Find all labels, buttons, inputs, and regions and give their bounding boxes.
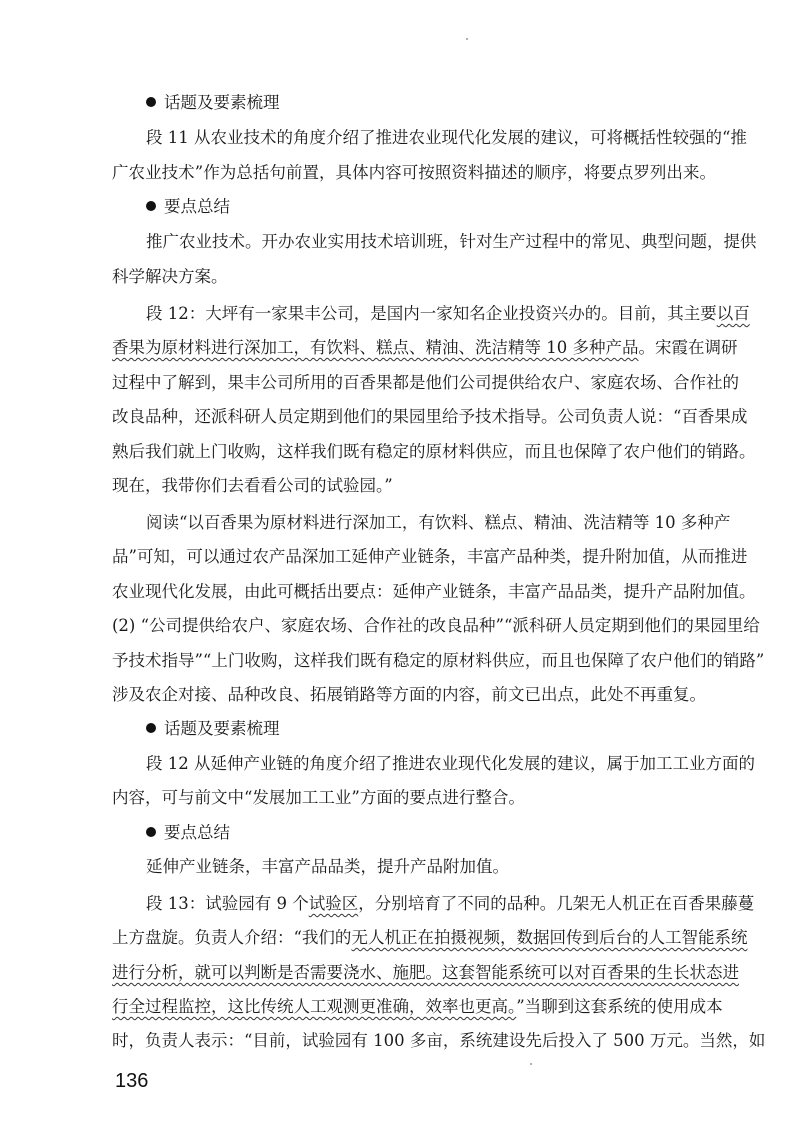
paragraph-line: 过程中了解到，果丰公司所用的百香果都是他们公司提供给农户、家庭农场、合作社的 xyxy=(112,373,739,392)
scan-speck xyxy=(466,38,468,40)
paragraph-line: 时，负责人表示：“目前，试验园有 100 多亩，系统建设先后投入了 500 万元。当然，如 xyxy=(112,1031,766,1050)
paragraph-line: 段 11 从农业技术的角度介绍了推进农业现代化发展的建议，可将概括性较强的“推 xyxy=(146,128,747,147)
paragraph-line: 上方盘旋。负责人介绍：“我们的无人机正在拍摄视频，数据回传到后台的人工智能系统 xyxy=(112,928,748,947)
underlined-phrase: 无人机正在拍摄视频，数据回传到后台的人工智能系统 xyxy=(351,928,748,947)
paragraph-line: 行全过程监控，这比传统人工观测更准确，效率也更高。”当聊到这套系统的使用成本 xyxy=(112,997,723,1016)
paragraph-line: 广农业技术”作为总括句前置，具体内容可按照资料描述的顺序，将要点罗列出来。 xyxy=(112,163,716,182)
paragraph-line: 段 12：大坪有一家果丰公司，是国内一家知名企业投资兴办的。目前，其主要以百 xyxy=(146,304,750,323)
summary-heading: 要点总结 xyxy=(146,822,446,844)
bullet-dot-icon xyxy=(146,97,156,107)
paragraph-line: (2) “公司提供给农户、家庭农场、合作社的改良品种”“派科研人员定期到他们的果园里给 xyxy=(112,616,760,635)
underlined-phrase: 香果为原材料进行深加工，有饮料、糕点、精油、洗洁精等 10 多种产品 xyxy=(112,338,639,357)
paragraph-line: 现在，我带你们去看看公司的试验园。” xyxy=(112,476,393,495)
bullet-dot-icon xyxy=(146,723,156,733)
paragraph-line: 段 13：试验园有 9 个试验区，分别培育了不同的品种。几架无人机正在百香果藤蔓 xyxy=(146,894,755,913)
bullet-dot-icon xyxy=(146,827,156,837)
paragraph-line: 予技术指导”“上门收购，这样我们既有稳定的原材料供应，而且也保障了农户他们的销路” xyxy=(112,651,765,670)
paragraph-line: 阅读“以百香果为原材料进行深加工，有饮料、糕点、精油、洗洁精等 10 多种产 xyxy=(146,513,731,532)
paragraph-line: 改良品种，还派科研人员定期到他们的果园里给予技术指导。公司负责人说：“百香果成 xyxy=(112,407,748,426)
page-number: 136 xyxy=(115,1070,149,1092)
paragraph-line: 农业现代化发展，由此可概括出要点：延伸产业链条，丰富产品品类，提升产品附加值。 xyxy=(112,582,756,601)
paragraph-line: 品”可知，可以通过农产品深加工延伸产业链条，丰富产品种类，提升附加值，从而推进 xyxy=(112,547,748,566)
scan-speck xyxy=(530,1063,532,1065)
bullet-dot-icon xyxy=(146,201,156,211)
underlined-phrase: 行全过程监控，这比传统人工观测更准确，效率也更高。 xyxy=(112,997,517,1016)
underlined-phrase: 以百 xyxy=(716,304,750,323)
summary-heading: 要点总结 xyxy=(146,196,446,218)
paragraph-line: 香果为原材料进行深加工，有饮料、糕点、精油、洗洁精等 10 多种产品。宋霞在调研 xyxy=(112,338,738,357)
underlined-phrase: 试验区 xyxy=(308,894,359,913)
paragraph-line: 内容，可与前文中“发展加工工业”方面的要点进行整合。 xyxy=(112,788,525,807)
paragraph-line: 涉及农企对接、品种改良、拓展销路等方面的内容，前文已出点，此处不再重复。 xyxy=(112,685,706,704)
paragraph-line: 延伸产业链条，丰富产品品类，提升产品附加值。 xyxy=(146,857,509,876)
paragraph-line: 熟后我们就上门收购，这样我们既有稳定的原材料供应，而且也保障了农户他们的销路。 xyxy=(112,442,756,461)
paragraph-line: 进行分析，就可以判断是否需要浇水、施肥。这套智能系统可以对百香果的生长状态进 xyxy=(112,963,739,982)
paragraph-line: 段 12 从延伸产业链的角度介绍了推进农业现代化发展的建议，属于加工工业方面的 xyxy=(146,754,755,773)
paragraph-line: 推广农业技术。开办农业实用技术培训班，针对生产过程中的常见、典型问题，提供 xyxy=(146,232,757,251)
paragraph-line: 科学解决方案。 xyxy=(112,267,228,286)
topic-heading: 话题及要素梳理 xyxy=(146,92,446,114)
topic-heading: 话题及要素梳理 xyxy=(146,718,446,740)
